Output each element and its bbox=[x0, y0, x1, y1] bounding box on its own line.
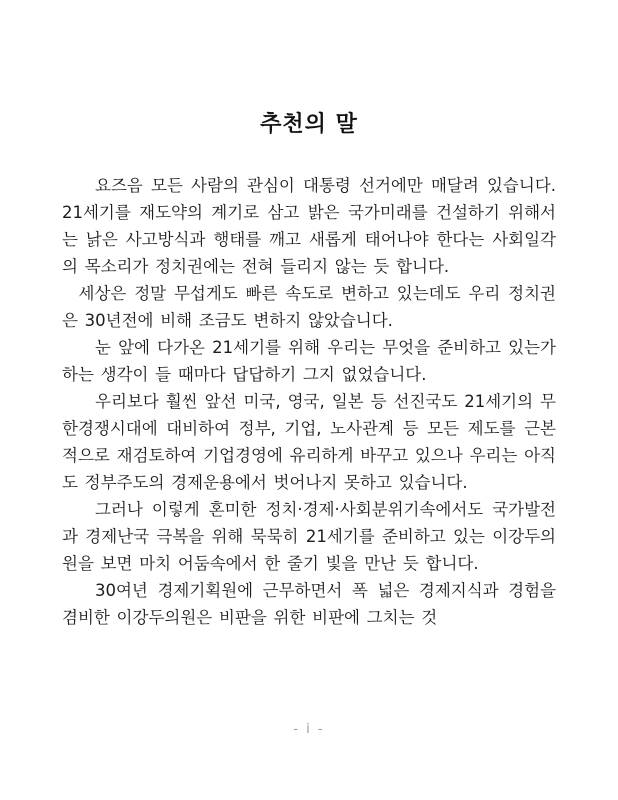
paragraph: 30여년 경제기획원에 근무하면서 폭 넓은 경제지식과 경험을 겸비한 이강두의원은 비판을 위한 비판에 그치는 것 bbox=[62, 581, 556, 627]
page-number: - i - bbox=[293, 722, 325, 737]
paragraph: 요즈음 모든 사람의 관심이 대통령 선거에만 매달려 있습니다. 21세기를 재도약의 계기로 삼고 밝은 국가미래를 건설하기 위해서는 낡은 사고방식과 행태를 깨고 새롭게 태어나야 한다는 사회일각의 목소리가 정치권에는 전혀 들리지 않는 듯 합니다. bbox=[62, 176, 556, 276]
paragraph: 세상은 정말 무섭게도 빠른 속도로 변하고 있는데도 우리 정치권은 30년전에 비해 조금도 변하지 않았습니다. bbox=[62, 284, 556, 330]
paragraph: 우리보다 훨씬 앞선 미국, 영국, 일본 등 선진국도 21세기의 무한경쟁시대에 대비하여 정부, 기업, 노사관계 등 모든 제도를 근본적으로 재검토하여 기업경영에 유리하게 바꾸고 있으나 우리는 아직도 정부주도의 경제운용에서 벗어나지 못하고 있습니다. bbox=[62, 392, 556, 492]
paragraph: 그러나 이렇게 혼미한 정치·경제·사회분위기속에서도 국가발전과 경제난국 극복을 위해 묵묵히 21세기를 준비하고 있는 이강두의원을 보면 마치 어둠속에서 한 줄기 빛을 만난 듯 합니다. bbox=[62, 500, 556, 573]
page-title: 추천의 말 bbox=[260, 111, 358, 137]
body-text bbox=[62, 172, 556, 631]
paragraph: 눈 앞에 다가온 21세기를 위해 우리는 무엇을 준비하고 있는가 하는 생각이 들 때마다 답답하기 그지 없었습니다. bbox=[62, 338, 556, 384]
